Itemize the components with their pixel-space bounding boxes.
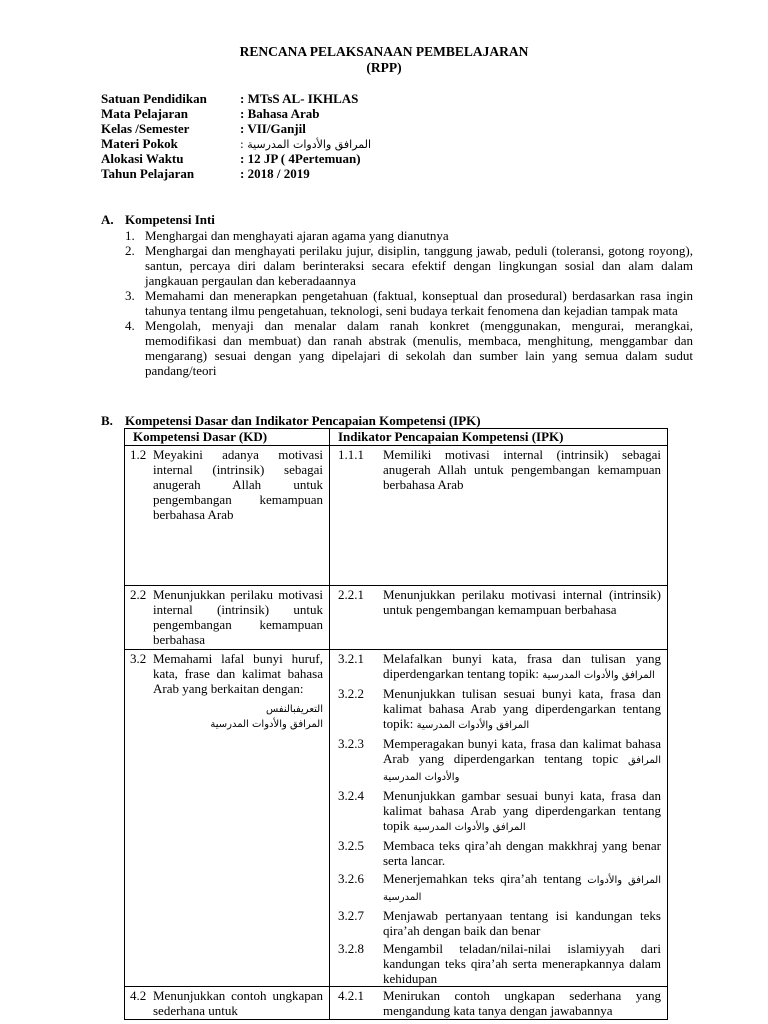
kd-number: 1.2 (130, 447, 147, 462)
meta-value: : Bahasa Arab (240, 106, 320, 121)
ipk-arabic: المرافق والأدوات المدرسية (542, 670, 655, 681)
list-item (125, 243, 693, 288)
section-letter: A. (101, 212, 114, 227)
meta-label: Mata Pelajaran (101, 106, 189, 121)
ipk-text: Menirukan contoh ungkapan sederhana yang mengandung kata tanya dengan jawabannya (383, 988, 661, 1018)
meta-row (101, 106, 319, 121)
ipk-text: Menunjukkan tulisan sesuai bunyi kata, frasa dan kalimat bahasa Arab yang diperdengarkan tentang topik: (383, 686, 661, 731)
ipk-item (330, 907, 667, 938)
kd-text: Memahami lafal bunyi huruf, kata, frase dan kalimat bahasa Arab yang berkaitan dengan: (153, 651, 323, 696)
meta-row (101, 121, 306, 136)
meta-value: : MTsS AL- IKHLAS (240, 91, 359, 106)
ipk-number: 1.1.1 (338, 447, 364, 462)
ipk-item (330, 446, 667, 492)
document-subtitle: (RPP) (366, 60, 402, 75)
section-letter: B. (101, 413, 113, 428)
kompetensi-inti-list (125, 228, 693, 378)
ipk-text: Memiliki motivasi internal (intrinsik) sebagai anugerah Allah untuk pengembangan kemampuan berbahasa Arab (383, 447, 661, 492)
section-a-heading (101, 212, 215, 227)
table-header-row (125, 429, 668, 446)
item-text: Menghargai dan menghayati ajaran agama yang dianutnya (145, 228, 449, 243)
ipk-number: 3.2.1 (338, 651, 364, 666)
kd-text: Meyakini adanya motivasi internal (intrinsik) sebagai anugerah Allah untuk pengembangan kemampuan berbahasa Arab (153, 447, 323, 522)
ipk-text: Memperagakan bunyi kata, frasa dan kalimat bahasa Arab yang diperdengarkan tentang topic (383, 736, 661, 766)
table-row (125, 586, 668, 650)
kd-arabic-line: التعريفبالنفس (266, 704, 323, 715)
meta-row (101, 151, 361, 166)
table-row (125, 987, 668, 1020)
meta-label: Satuan Pendidikan (101, 91, 207, 106)
item-text: Memahami dan menerapkan pengetahuan (faktual, konseptual dan prosedural) berdasarkan rasa ingin tahunya tentang ilmu pengetahuan, teknologi, seni budaya terkait fenomena dan kejadian tampak mata (145, 288, 693, 318)
ipk-cell (330, 987, 668, 1020)
ipk-text: Menjawab pertanyaan tentang isi kandungan teks qira’ah dengan baik dan benar (383, 908, 661, 938)
column-header-ipk: Indikator Pencapaian Kompetensi (IPK) (330, 429, 668, 446)
kd-cell (125, 987, 330, 1020)
ipk-item (330, 987, 667, 1018)
table-row (125, 446, 668, 586)
section-title: Kompetensi Dasar dan Indikator Pencapaian Kompetensi (IPK) (125, 413, 481, 428)
kd-text: Menunjukkan contoh ungkapan sederhana untuk (153, 988, 323, 1018)
meta-label: Tahun Pelajaran (101, 166, 195, 181)
meta-row (101, 91, 358, 106)
list-item (125, 318, 693, 378)
meta-row (101, 136, 371, 152)
item-number: 1. (125, 228, 135, 243)
kd-cell (125, 586, 330, 650)
kd-cell (125, 650, 330, 987)
ipk-item (330, 837, 667, 868)
ipk-number: 3.2.8 (338, 941, 364, 956)
meta-value: : 12 JP ( 4Pertemuan) (240, 151, 361, 166)
ipk-cell (330, 650, 668, 987)
table-row (125, 650, 668, 987)
ipk-arabic: المرافق والأدوات المدرسية (383, 755, 661, 783)
ipk-text: Membaca teks qira’ah dengan makkhraj yang benar serta lancar. (383, 838, 661, 868)
ipk-number: 2.2.1 (338, 587, 364, 602)
ipk-item (330, 940, 667, 986)
item-number: 3. (125, 288, 135, 303)
ipk-item (330, 735, 667, 785)
kd-number: 4.2 (130, 988, 147, 1003)
ipk-arabic: المرافق والأدوات المدرسية (383, 875, 661, 903)
meta-row (101, 166, 310, 181)
column-header-kd: Kompetensi Dasar (KD) (125, 429, 330, 446)
kd-text: Menunjukkan perilaku motivasi internal (intrinsik) untuk pengembangan kemampuan berbahasa (153, 587, 323, 647)
ipk-text: Menerjemahkan teks qira’ah tentang (383, 871, 582, 886)
kd-number: 2.2 (130, 587, 147, 602)
ipk-number: 3.2.5 (338, 838, 364, 853)
kd-arabic-line: المرافق والأدوات المدرسية (210, 719, 323, 730)
section-title: Kompetensi Inti (125, 212, 215, 227)
meta-label: Alokasi Waktu (101, 151, 184, 166)
kd-cell (125, 446, 330, 586)
item-number: 2. (125, 243, 135, 258)
ipk-item (330, 685, 667, 733)
ipk-arabic: المرافق والأدوات المدرسية (416, 720, 530, 731)
ipk-text: Mengambil teladan/nilai-nilai islamiyyah dari kandungan teks qira’ah serta menerapkannya dalam kehidupan (383, 941, 661, 986)
ipk-cell (330, 586, 668, 650)
ipk-item (330, 586, 667, 617)
meta-label: Materi Pokok (101, 136, 178, 151)
ipk-text: Menunjukkan perilaku motivasi internal (intrinsik) untuk pengembangan kemampuan berbahasa (383, 587, 661, 617)
ipk-text: Melafalkan bunyi kata, frasa dan tulisan yang diperdengarkan tentang topik: (383, 651, 661, 681)
ipk-number: 3.2.7 (338, 908, 364, 923)
ipk-number: 4.2.1 (338, 988, 364, 1003)
meta-value: : 2018 / 2019 (240, 166, 310, 181)
meta-value: : المرافق والأدوات المدرسية (240, 138, 372, 151)
list-item (125, 228, 693, 243)
ipk-item (330, 787, 667, 835)
item-number: 4. (125, 318, 135, 333)
ipk-text: Menunjukkan gambar sesuai bunyi kata, frasa dan kalimat bahasa Arab yang diperdengarkan tentang topik (383, 788, 661, 833)
item-text: Mengolah, menyaji dan menalar dalam ranah konkret (menggunakan, mengurai, merangkai, memodifikasi dan membuat) dan ranah abstrak (menulis, membaca, menghitung, menggambar dan mengarang) sesuai dengan yang dipelajari di sekolah dan sumber lain yang semua dalam sudut pandang/teori (145, 318, 693, 378)
meta-label: Kelas /Semester (101, 121, 190, 136)
item-text: Menghargai dan menghayati perilaku jujur, disiplin, tanggung jawab, peduli (toleransi, gotong royong), santun, percaya diri dalam berinteraksi secara efektif dengan lingkungan sosial dan alam dalam jangkauan pergaulan dan keberadaannya (145, 243, 693, 288)
ipk-item (330, 870, 667, 905)
ipk-number: 3.2.3 (338, 736, 364, 751)
document-title: RENCANA PELAKSANAAN PEMBELAJARAN (239, 44, 529, 59)
kd-number: 3.2 (130, 651, 147, 666)
list-item (125, 288, 693, 318)
ipk-number: 3.2.6 (338, 871, 364, 886)
ipk-number: 3.2.4 (338, 788, 364, 803)
section-b-heading (101, 413, 481, 428)
ipk-cell (330, 446, 668, 586)
kd-ipk-table (124, 428, 668, 1020)
ipk-item (330, 650, 667, 683)
meta-value: : VII/Ganjil (240, 121, 306, 136)
ipk-arabic: المرافق والأدوات المدرسية (412, 822, 526, 833)
ipk-number: 3.2.2 (338, 686, 364, 701)
